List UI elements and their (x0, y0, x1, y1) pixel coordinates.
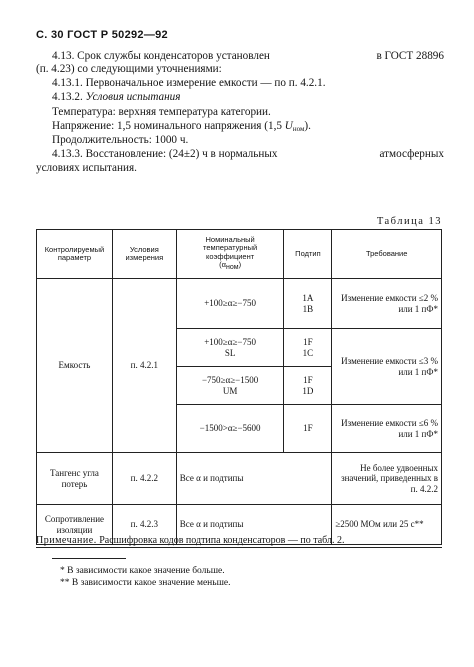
table-row (37, 453, 442, 505)
cell-insulation-param: Сопротивление изоляции (37, 505, 113, 545)
footnote-1: * В зависимости какое значение больше. (60, 566, 225, 576)
cell-tangent-cond: п. 4.2.2 (112, 453, 176, 505)
requirements-table (36, 229, 442, 545)
table-caption: Таблица 13 (376, 216, 442, 227)
p7-line2: условиях испытания. (36, 162, 137, 174)
footnote-2: ** В зависимости какое значение меньше. (60, 578, 231, 588)
p7-text-a: 4.13.3. Восстановление: (24±2) ч в нормальных (52, 148, 278, 160)
cell-capacitance-param: Емкость (37, 279, 113, 453)
paragraph-temperature: Температура: верхняя температура категории. (52, 106, 271, 118)
subtype-r2-b: 1C (302, 347, 314, 358)
paragraph-4-13-3-line1 (36, 148, 444, 161)
paragraph-4-13-2 (36, 91, 460, 104)
coef-r2-value: +100≥α≥−750 (204, 337, 256, 347)
note-text: Расшифровка кодов подтипа конденсаторов — по табл. 2. (99, 535, 345, 546)
header-coef-close: ) (238, 260, 242, 269)
cell-tangent-req: Не более удвоенных значений, приведенных в п. 4.2.2 (332, 453, 442, 505)
cell-insulation-cond: п. 4.2.3 (112, 505, 176, 545)
coef-r2-code: SL (224, 347, 236, 358)
cell-coef-r2 (176, 329, 284, 367)
p3-title: Условия испытания (85, 91, 181, 103)
header-coef-sym: (α (219, 260, 226, 269)
cell-coef-r4: −1500>α≥−5600 (176, 405, 284, 453)
cell-coef-r1: +100≥α≥−750 (176, 279, 284, 329)
header-coef-text: Номинальный температурный коэффициент (203, 234, 258, 261)
p5-text-b: ). (304, 120, 311, 132)
cell-tangent-param: Тангенс угла потерь (37, 453, 113, 505)
p5-u-subscript: ном (292, 125, 305, 133)
table-header-row (37, 230, 442, 279)
page-header: С. 30 ГОСТ Р 50292—92 (36, 29, 168, 41)
header-cond: Условия измерения (112, 230, 176, 279)
subtype-r3-a: 1F (303, 375, 313, 385)
p5-text-a: Напряжение: 1,5 номинального напряжения (1,5 (52, 120, 282, 132)
cell-req-r1: Изменение емкости ≤2 % или 1 пФ* (332, 279, 442, 329)
cell-subtype-r2 (284, 329, 332, 367)
paragraph-duration: Продолжительность: 1000 ч. (52, 134, 189, 146)
header-coef (176, 230, 284, 279)
footnote-divider (52, 558, 126, 559)
p3-number: 4.13.2. (52, 91, 83, 103)
header-req: Требование (332, 230, 442, 279)
cell-subtype-r4: 1F (284, 405, 332, 453)
cell-coef-r3 (176, 367, 284, 405)
paragraph-4-13-line1 (36, 50, 444, 63)
coef-r3-code: UM (222, 385, 238, 396)
cell-insulation-req: ≥2500 МОм или 25 с** (332, 505, 442, 545)
cell-insulation-coef: Все α и подтипы (176, 505, 332, 545)
subtype-r1-b: 1B (302, 303, 314, 314)
note-label: Примечание. (36, 535, 97, 546)
p1-line2: (п. 4.23) со следующими уточнениями: (36, 63, 222, 75)
header-coef-sub: ном (226, 264, 239, 271)
cell-subtype-r3 (284, 367, 332, 405)
coef-r3-value: −750≥α≥−1500 (201, 375, 259, 385)
cell-capacitance-cond: п. 4.2.1 (112, 279, 176, 453)
subtype-r2-a: 1F (303, 337, 313, 347)
p1-text-b: в ГОСТ 28896 (376, 50, 444, 62)
note-divider (36, 547, 442, 548)
p1-text-a: 4.13. Срок службы конденсаторов установлен (52, 50, 270, 62)
subtype-r1-a: 1A (302, 293, 314, 303)
header-param: Контролируемый параметр (37, 230, 113, 279)
cell-tangent-coef: Все α и подтипы (176, 453, 332, 505)
header-subtype: Подтип (284, 230, 332, 279)
table-row (37, 279, 442, 329)
subtype-r3-b: 1D (302, 385, 314, 396)
cell-req-r2: Изменение емкости ≤3 % или 1 пФ* (332, 329, 442, 405)
paragraph-4-13-1: 4.13.1. Первоначальное измерение емкости — по п. 4.2.1. (52, 77, 326, 89)
cell-req-r4: Изменение емкости ≤6 % или 1 пФ* (332, 405, 442, 453)
table-note (36, 535, 442, 547)
p7-text-b: атмосферных (379, 148, 444, 160)
cell-subtype-r1 (284, 279, 332, 329)
p5-u-symbol: U (284, 120, 293, 132)
